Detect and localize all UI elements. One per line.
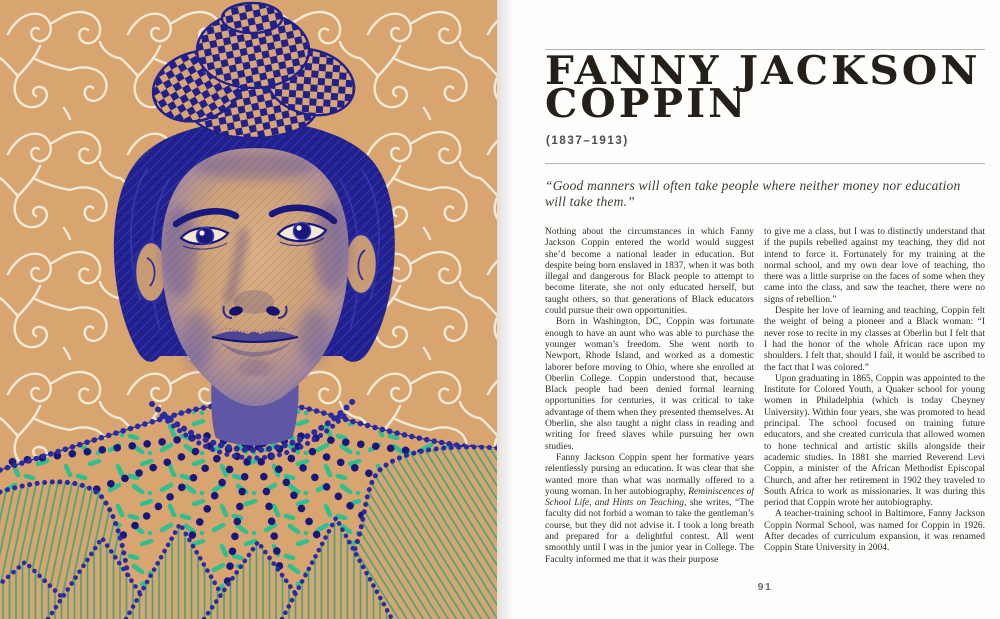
paragraph <box>545 453 754 566</box>
paragraph-text: Fanny Jackson Coppin spent her formative years relentlessly pursing an education. It was clear that she wanted more than what was normally offered to a young woman. In her autobiography, <box>545 452 754 497</box>
portrait-illustration <box>0 0 497 619</box>
paragraph: Despite her love of learning and teaching, Coppin felt the weight of being a pioneer and a Black woman: “I never rose to recite in my classes at Oberlin but I felt that I had the honor of the whole African race upon my shoulders. I felt that, should I fail, it would be ascribed to the fact that I was colored.” <box>764 306 985 373</box>
paragraph: Born in Washington, DC, Coppin was fortunate enough to have an aunt who was able to purchase the younger woman’s freedom. She went north to Newport, Rhode Island, and worked as a domestic laborer before moving to Ohio, where she enrolled at Oberlin College. Coppin understood that, because Black people had been denied formal learning opportunities for centuries, it was critical to take advantage of them when they presented themselves. At Oberlin, she also taught a night class in reading and writing for freed slaves while pursuing her own studies. <box>545 317 754 452</box>
book-title: Reminiscences of School Life, and Hints on Teaching <box>545 486 754 509</box>
page-number: 91 <box>757 581 773 593</box>
paragraph: to give me a class, but I was to distinctly understand that if the pupils rebelled against my teaching, they did not intend to force it. Fortunately for my training at the normal school, and my own dear love of teaching, tho there was a little surprise on the faces of some when they came into the class, and saw the teacher, there were no signs of rebellion.” <box>764 227 985 305</box>
paragraph: A teacher-training school in Baltimore, Fanny Jackson Coppin Normal School, was named for Coppin in 1926. After decades of curriculum expansion, it was renamed Coppin State University in 2004. <box>764 509 985 554</box>
paragraph: Nothing about the circumstances in which Fanny Jackson Coppin entered the world would suggest she’d become a national leader in education. But despite being born enslaved in 1837, when it was both illegal and dangerous for Black people to attempt to become literate, she not only educated herself, but taught others, so that generations of Black educators could pursue their own opportunities. <box>545 227 754 317</box>
mid-rule <box>545 163 985 164</box>
paragraph: Upon graduating in 1865, Coppin was appointed to the Institute for Colored Youth, a Quaker school for young women in Philadelphia (which is today Cheyney University). Within four years, she was promoted to head principal. The school focused on training future educators, and she created curricula that allowed women to hone technical and artistic skills alongside their academic studies. In 1881 she married Reverend Levi Coppin, a minister of the African Methodist Episcopal Church, and after her retirement in 1902 they traveled to South Africa to work as missionaries. It was during this period that Coppin wrote her autobiography. <box>764 373 985 509</box>
text-page <box>497 0 1000 619</box>
text-content <box>545 0 985 619</box>
illustration-page <box>0 0 497 619</box>
title-line1: FANNY JACKSON <box>545 48 981 94</box>
pull-quote: “Good manners will often take people where neither money nor education will take them.” <box>545 178 961 209</box>
page-title <box>545 48 1000 127</box>
body-columns <box>545 227 985 589</box>
life-dates: (1837–1913) <box>546 135 629 147</box>
paragraph-text: , she writes, “The faculty did not forbid a woman to take the gentleman’s course, but they did not advise it. I took a long breath and prepared for a delightful contest. All went smoothly until I was in the junior year in College. The Faculty informed me that it was their purpose <box>545 498 754 565</box>
body-column-left <box>545 227 754 589</box>
body-column-right <box>764 227 985 589</box>
title-line2: COPPIN <box>545 81 749 127</box>
